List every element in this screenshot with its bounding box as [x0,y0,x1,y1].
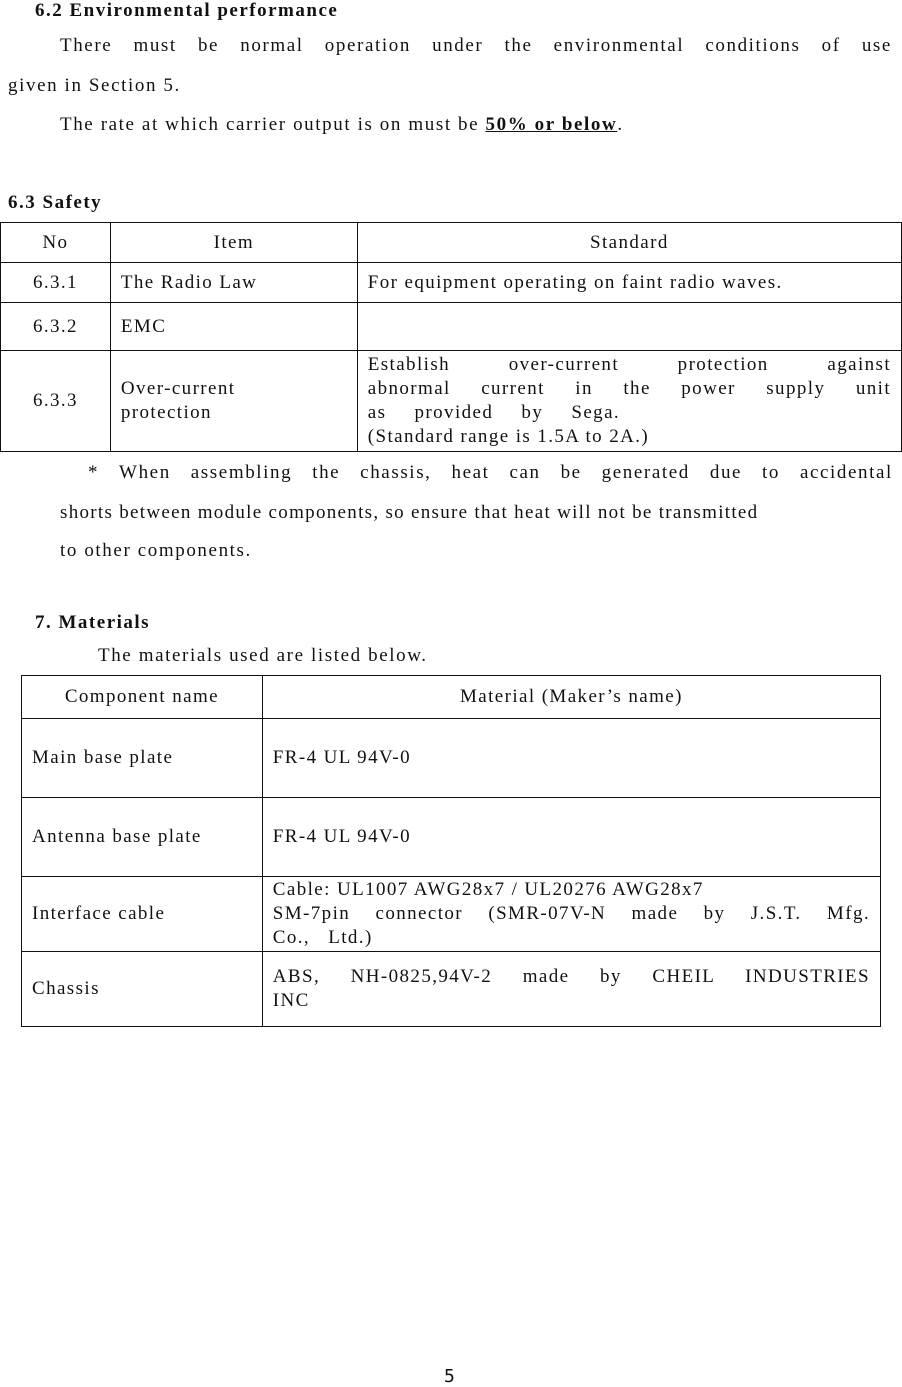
header-no: No [1,223,111,263]
section-6-2-paragraph-line-2: given in Section 5. [8,75,181,96]
safety-note-line-1: * When assembling the chassis, heat can be generated due to accidental [88,462,893,483]
header-component-name: Component name [22,676,263,719]
cell-no: 6.3.1 [1,263,111,303]
page-number: 5 [444,1366,455,1387]
materials-table [21,675,881,1027]
table-row [22,719,881,798]
cell-no: 6.3.3 [1,351,111,452]
cell-standard [357,351,901,452]
standard-text: Establish over-current protection against abnormal current in the power supply unit as provided by Sega. [367,354,891,423]
section-6-3-title: 6.3 Safety [8,192,103,213]
cell-no: 6.3.2 [1,303,111,351]
section-6-2-title: 6.2 Environmental performance [35,0,339,21]
cell-component: Main base plate [22,719,263,798]
cell-material [262,877,880,952]
safety-table-header [1,223,902,263]
safety-note-line-3: to other components. [60,540,252,561]
standard-note: (Standard range is 1.5A to 2A.) [367,426,650,447]
cell-standard [357,303,901,351]
cell-component: Chassis [22,952,263,1027]
safety-table [0,222,902,452]
section-6-2-paragraph-line-1: There must be normal operation under the environmental conditions of use [60,35,892,56]
table-row [22,798,881,877]
cell-material: FR-4 UL 94V-0 [262,798,880,877]
cell-standard: For equipment operating on faint radio waves. [357,263,901,303]
cell-item: Over-current protection [110,351,357,452]
material-line-cable: Cable: UL1007 AWG28x7 / UL20276 AWG28x7 [272,879,704,900]
materials-intro: The materials used are listed below. [98,645,428,666]
cell-component: Interface cable [22,877,263,952]
safety-note-line-2: shorts between module components, so ensure that heat will not be transmitted [60,502,759,523]
cell-material: FR-4 UL 94V-0 [262,719,880,798]
header-standard: Standard [357,223,901,263]
header-item: Item [110,223,357,263]
header-material: Material (Maker’s name) [262,676,880,719]
cell-item: EMC [110,303,357,351]
carrier-rate-emphasis: 50% or below [485,114,618,135]
table-row [22,877,881,952]
table-row [1,303,902,351]
table-row [1,263,902,303]
material-line-connector: SM-7pin connector (SMR-07V-N made by J.S.T. Mfg. Co., Ltd.) [272,903,870,948]
section-7-title: 7. Materials [35,612,151,633]
table-row [1,351,902,452]
cell-material: ABS, NH-0825,94V-2 made by CHEIL INDUSTRIES INC [262,952,880,1027]
section-6-2-carrier-rate-text: The rate at which carrier output is on must be 50% or below. [60,114,624,135]
cell-component: Antenna base plate [22,798,263,877]
table-row [22,952,881,1027]
materials-table-header [22,676,881,719]
cell-item: The Radio Law [110,263,357,303]
